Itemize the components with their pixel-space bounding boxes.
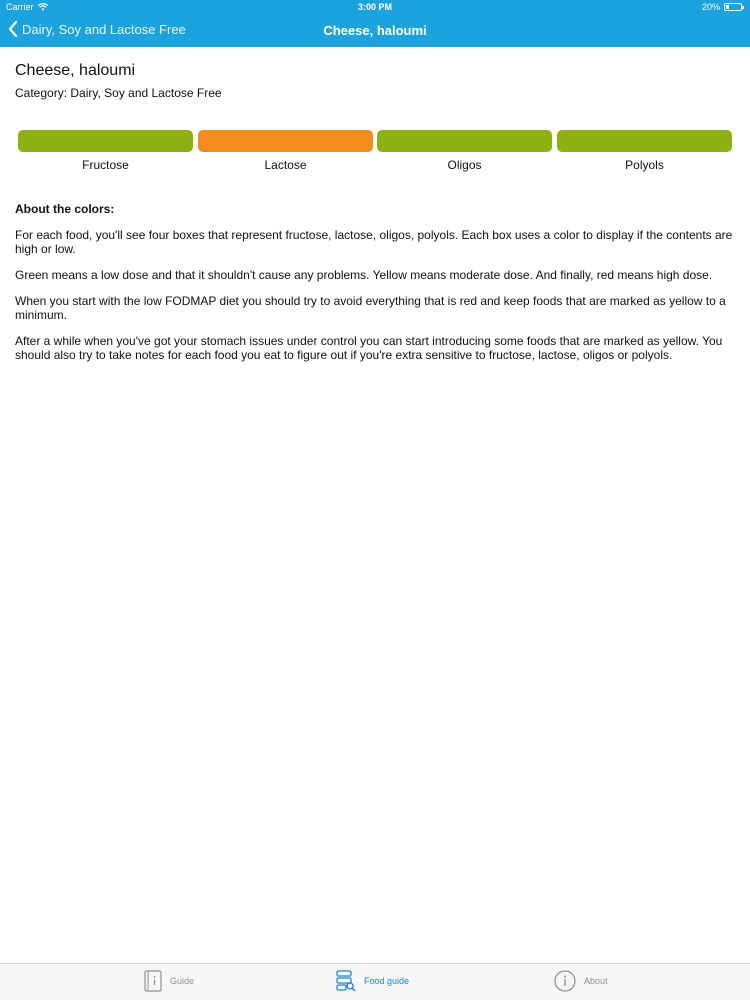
about-colors-section [15,202,740,374]
battery-percent: 20% [701,2,720,12]
oligos-level-bar [377,130,552,152]
info-icon [554,970,576,992]
about-paragraph: When you start with the low FODMAP diet you should try to avoid everything that is red and keep foods that are marked as yellow to a minimum. [15,294,726,322]
about-paragraph: For each food, you'll see four boxes that represent fructose, lactose, oligos, polyols. Each box uses a color to display if the contents are high or low. [15,228,733,256]
lactose-level-bar [198,130,373,152]
food-name: Cheese, haloumi [15,62,136,79]
tab-bar [0,963,750,1000]
tab-food-guide-label: Food guide [364,976,410,986]
food-category: Category: Dairy, Soy and Lactose Free [15,86,222,100]
tab-guide[interactable] [144,970,194,992]
navigation-bar [0,0,750,47]
status-battery [702,2,742,12]
carrier-label: Carrier [6,2,34,12]
level-item-lactose [198,130,373,172]
tab-guide-label: Guide [170,976,195,986]
battery-icon [724,3,742,11]
polyols-level-bar [557,130,732,152]
tab-about-label: About [584,976,608,986]
fructose-label: Fructose [82,158,129,172]
food-search-icon [336,970,356,992]
status-time: 3:00 PM [357,2,392,12]
about-paragraph: After a while when you've got your stomach issues under control you can start introducing some foods that are marked as yellow. You should also try to take notes for each food you eat to figure out if you're extra sensitive to fructose, lactose, oligos or polyols. [15,334,723,362]
status-bar [0,0,750,14]
page-title: Cheese, haloumi [323,23,427,38]
book-icon [144,970,162,992]
lactose-label: Lactose [264,158,307,172]
back-button-label: Dairy, Soy and Lactose Free [22,21,186,37]
polyols-label: Polyols [625,158,664,172]
level-item-oligos [377,130,552,172]
about-paragraph: Green means a low dose and that it shouldn't cause any problems. Yellow means moderate dose. And finally, red means high dose. [15,268,713,282]
about-heading: About the colors: [15,202,115,216]
tab-food-guide[interactable] [336,970,409,992]
level-item-fructose [18,130,193,172]
oligos-label: Oligos [447,158,482,172]
tab-about[interactable] [554,970,608,992]
fructose-level-bar [18,130,193,152]
level-item-polyols [557,130,732,172]
